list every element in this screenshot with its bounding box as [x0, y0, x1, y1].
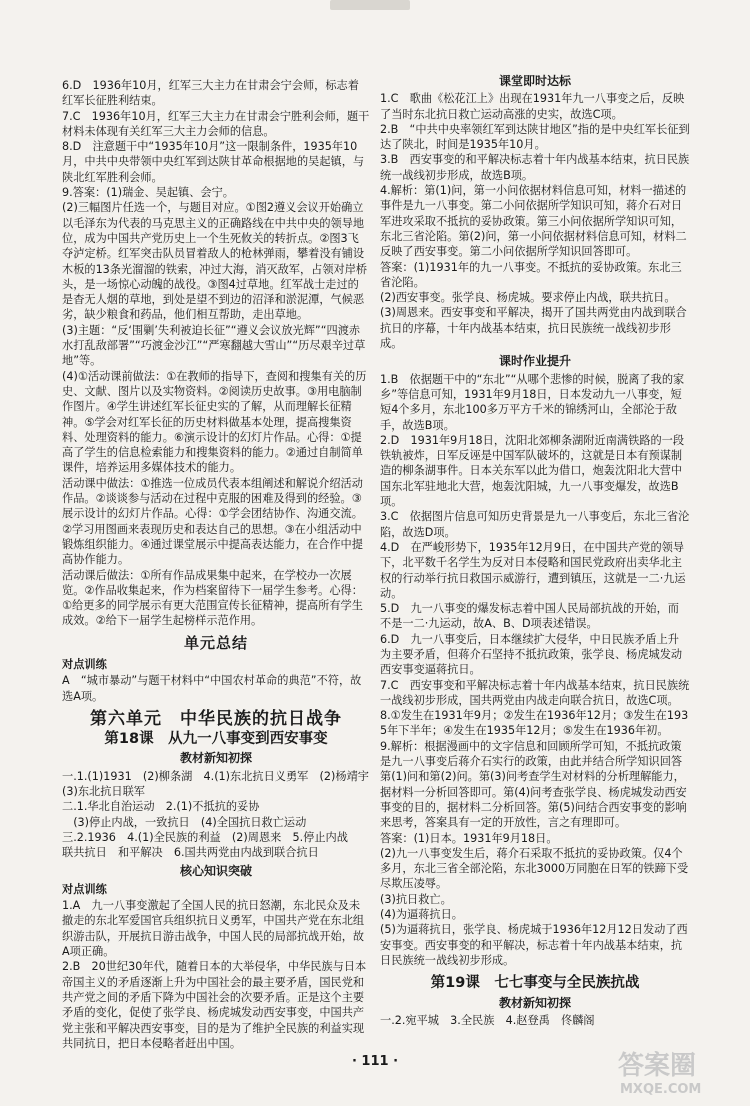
core-knowledge-line: 1.A 九一八事变激起了全国人民的抗日怒潮，东北民众及未撤走的东北军爱国官兵组织抗日义勇军，中国共产党在东北组织游击队，开展抗日游击战争，中国人民的局部抗战开始，故A项正确。	[62, 899, 365, 959]
homework-line: 9.解析：根据漫画中的文字信息和回顾所学可知，不抵抗政策是九一八事变后蒋介石实行的政策，由此并结合所学知识回答第(1)问和第(2)问。第(3)问考查学生对材料的分析理解能力，据材料一分析回答即可。第(4)问考查张学良、杨虎城发动西安事变的目的，据材料二分析回答。第(5)问结合西安事变的影响来思考，答案具有一定的开放性，言之有理即可。	[380, 739, 687, 830]
answer-line: 活动课后做法：①所有作品成果集中起来，在学校办一次展览。②作品收集起来，作为档案留待下一届学生参考。心得：①给更多的同学展示有更大范围宣传长征精神，提高所有学生成效。②给下一届学生起榜样示范作用。	[62, 568, 363, 628]
left-column	[62, 78, 381, 1051]
right-column	[380, 74, 690, 1028]
class-exercise-line: (3)周恩来。西安事变和平解决，揭开了国共两党由内战到联合抗日的序幕，十年内战基本结束，抗日民族统一战线初步形成。	[380, 306, 687, 351]
new-knowledge-19-line: 一.2.宛平城 3.全民族 4.赵登禹 佟麟阁	[380, 1013, 595, 1027]
core-knowledge-lines	[62, 898, 370, 1051]
homework-line: (2)九一八事变发生后，蒋介石采取不抵抗的妥协政策。仅4个多月，东北三省全部沦陷，东北3000万同胞在日军的铁蹄下受尽欺压凌辱。	[380, 846, 689, 891]
class-exercise-line: 3.B 西安事变的和平解决标志着十年内战基本结束，抗日民族统一战线初步形成，故选B项。	[380, 153, 690, 182]
unit-title: 第六单元 中华民族的抗日战争	[90, 708, 342, 729]
homework-heading: 课时作业提升	[498, 354, 571, 369]
class-exercise-line: 1.C 歌曲《松花江上》出现在1931年九一八事变之后，反映了当时东北抗日救亡运动高涨的史实，故选C项。	[380, 92, 685, 121]
answer-line: (3)主题：“反‘围剿’失利被迫长征”“遵义会议放光辉”“四渡赤水打乱敌部署”“巧渡金沙江”“严寒翻越大雪山”“历尽艰辛过草地”等。	[62, 323, 366, 368]
new-knowledge-line: 一.1.(1)1931 (2)柳条湖 4.(1)东北抗日义勇军 (2)杨靖宇 (3)东北抗日联军	[62, 769, 381, 799]
new-knowledge-lines	[62, 769, 381, 861]
practice-label: 对点训练	[62, 657, 107, 671]
homework-line: 7.C 西安事变和平解决标志着十年内战基本结束，抗日民族统一战线初步形成，国共两党由内战走向联合抗日，故选C项。	[380, 678, 690, 707]
class-exercise-line: 答案：(1)1931年的九一八事变。不抵抗的妥协政策。东北三省沦陷。	[380, 260, 682, 289]
answer-line: 6.D 1936年10月，红军三大主力在甘肃会宁会师，标志着红军长征胜利结束。	[62, 79, 359, 108]
core-knowledge-heading: 核心知识突破	[179, 863, 252, 878]
lesson-18-title: 第18课 从九一八事变到西安事变	[104, 731, 328, 748]
class-exercise-heading: 课堂即时达标	[498, 74, 571, 88]
unit-summary-heading: 单元总结	[183, 633, 248, 652]
homework-line: (4)为逼蒋抗日。	[380, 908, 463, 922]
practice-answer: A “城市暴动”与题干材料中“中国农村革命的典范”不符，故选A项。	[62, 674, 362, 703]
class-exercise-line: 2.B “中共中央率领红军到达陕甘地区”指的是中央红军长征到达了陕北，时间是1935年10月。	[380, 122, 690, 152]
page-number: · 111 ·	[351, 1054, 399, 1069]
new-knowledge-heading: 教材新知初探	[179, 751, 252, 766]
homework-line: 5.D 九一八事变的爆发标志着中国人民局部抗战的开始，而不是一二·九运动，故A、B、D项表述错误。	[380, 602, 679, 631]
practice-label-2: 对点训练	[62, 882, 107, 896]
homework-line: 2.D 1931年9月18日，沈阳北郊柳条湖附近南满铁路的一段铁轨被炸，日军反诬是中国军队破坏的，这就是日本有预谋制造的柳条湖事件。日本关东军以此为借口，炮轰沈阳北大营中国东北军驻地北大营，炮轰沈阳城，九一八事变爆发，故选B项。	[380, 433, 685, 509]
answer-line: 8.D 注意题干中“1935年10月”这一限制条件，1935年10月，中共中央带领中央红军到达陕甘革命根据地的吴起镇，与陕北红军胜利会师。	[62, 140, 365, 184]
class-exercise-line: 4.解析：第(1)问，第一小问依据材料信息可知，材料一描述的事件是九一八事变。第二小问依据所学知识可知，蒋介石对日军进攻采取不抵抗的妥协政策。第三小问依据所学知识可知，东北三省沦陷。第(2)问，第一小问依据材料信息可知，材料二反映了西安事变。第二小问依据所学知识回答即可。	[380, 184, 687, 259]
left-answer-lines	[62, 78, 370, 629]
class-exercise-line: (2)西安事变。张学良、杨虎城。要求停止内战，联共抗日。	[380, 291, 676, 305]
watermark-text: 答案圈	[618, 1051, 697, 1081]
homework-lines	[380, 372, 690, 969]
homework-line: (5)为逼蒋抗日，张学良、杨虎城于1936年12月12日发动了西安事变。西安事变的和平解决，标志着十年内战基本结束，抗日民族统一战线初步形成。	[380, 923, 688, 967]
class-exercise-lines	[380, 91, 690, 351]
new-knowledge-line: (3)停止内战，一致抗日 (4)全国抗日救亡运动	[62, 815, 307, 829]
homework-line: 1.B 依据题干中的“东北”“从哪个悲惨的时候，脱离了我的家乡”等信息可知，1931年9月18日，日本发动九一八事变，短短4个多月，东北100多万平方千米的锦绣河山，全部沦于敌手，故选B项。	[380, 372, 685, 432]
answer-line: (2)三幅图片任选一个，与题目对应。①图2遵义会议开始确立以毛泽东为代表的马克思主义的正确路线在中共中央的领导地位，成为中国共产党历史上一个生死攸关的转折点。②图3飞夺泸定桥。红军突击队员冒着敌人的枪林弹雨，攀着没有铺设木板的13条光溜溜的铁索，冲过大海，消灭敌军，占领对岸桥头，是一场惊心动魄的战役。③图4过草地。红军战士走过的是杳无人烟的草地，到处是望不到边的沼泽和淤泥潭，气候恶劣，缺少粮食和药品，他们相互帮助，走出草地。	[62, 201, 368, 322]
answer-line: 7.C 1936年10月，红军三大主力在甘肃会宁胜利会师，题干材料未体现有关红军三大主力会师的信息。	[62, 109, 370, 138]
answer-line: 9.答案：(1)瑞金、吴起镇、会宁。	[62, 186, 234, 200]
homework-line: 答案：(1)日本。1931年9月18日。	[380, 831, 558, 845]
watermark-logo	[614, 1048, 732, 1098]
homework-line: 4.D 在严峻形势下，1935年12月9日，在中国共产党的领导下，北平数千名学生为反对日本侵略和国民党政府出卖华北主权的行动举行抗日救国示威游行，遭到镇压，这就是一二·九运动。	[380, 540, 686, 600]
lesson-19-title: 第19课 七七事变与全民族抗战	[430, 975, 640, 992]
new-knowledge-line: 三.2.1936 4.(1)全民族的利益 (2)周恩来 5.停止内战 联共抗日 和平解决 6.国共两党由内战到联合抗日	[62, 830, 360, 860]
homework-line: (3)抗日救亡。	[380, 892, 452, 906]
new-knowledge-line: 二.1.华北自治运动 2.(1)不抵抗的妥协	[62, 800, 260, 814]
answer-line: (4)①活动课前做法：①在教师的指导下，查阅和搜集有关的历史、文献、图片以及实物资料。②阅读历史故事。③用电脑制作图片。④学生讲述红军长征史实的了解，从而理解长征精神。⑤学会对红军长征的历史材料做基本处理，提高搜集资料、处理资料的能力。⑥演示设计的幻灯片作品。心得：①提高了学生的信息检索能力和搜集资料的能力。②通过自制简单课件，培养运用多媒体技术的能力。	[62, 369, 367, 475]
top-smudge	[330, 0, 410, 10]
homework-line: 6.D 九一八事变后，日本继续扩大侵华，中日民族矛盾上升为主要矛盾，但蒋介石坚持不抵抗政策，张学良、杨虎城发动西安事变逼蒋抗日。	[380, 632, 683, 677]
homework-line: 3.C 依据图片信息可知历史背景是九一八事变后，东北三省沦陷，故选D项。	[380, 510, 690, 539]
answer-line: 活动课中做法：①推选一位成员代表本组阐述和解说介绍活动作品。②谈谈参与活动在过程中克服的困难及得到的经验。③展示设计的幻灯片作品。心得：①学会团结协作、沟通交流。②学习用图画来表现历史和表达自己的思想。③在小组活动中锻炼组织能力。④通过课堂展示中提高表达能力，在合作中提高协作能力。	[62, 476, 363, 567]
watermark-url: MXQE.COM	[620, 1082, 702, 1097]
core-knowledge-line: 2.B 20世纪30年代，随着日本的大举侵华，中华民族与日本帝国主义的矛盾逐渐上升为中国社会的最主要矛盾，国民党和共产党之间的矛盾下降为中国社会的次要矛盾。正是这个主要矛盾的变化，促使了张学良、杨虎城发动西安事变，中国共产党主张和平解决西安事变，目的是为了维护全民族的利益实现共同抗日，把日本侵略者赶出中国。	[62, 960, 367, 1050]
homework-line: 8.①发生在1931年9月；②发生在1936年12月；③发生在1935年下半年；④发生在1935年12月；⑤发生在1936年初。	[380, 709, 689, 738]
new-knowledge-19-heading: 教材新知初探	[498, 995, 571, 1010]
